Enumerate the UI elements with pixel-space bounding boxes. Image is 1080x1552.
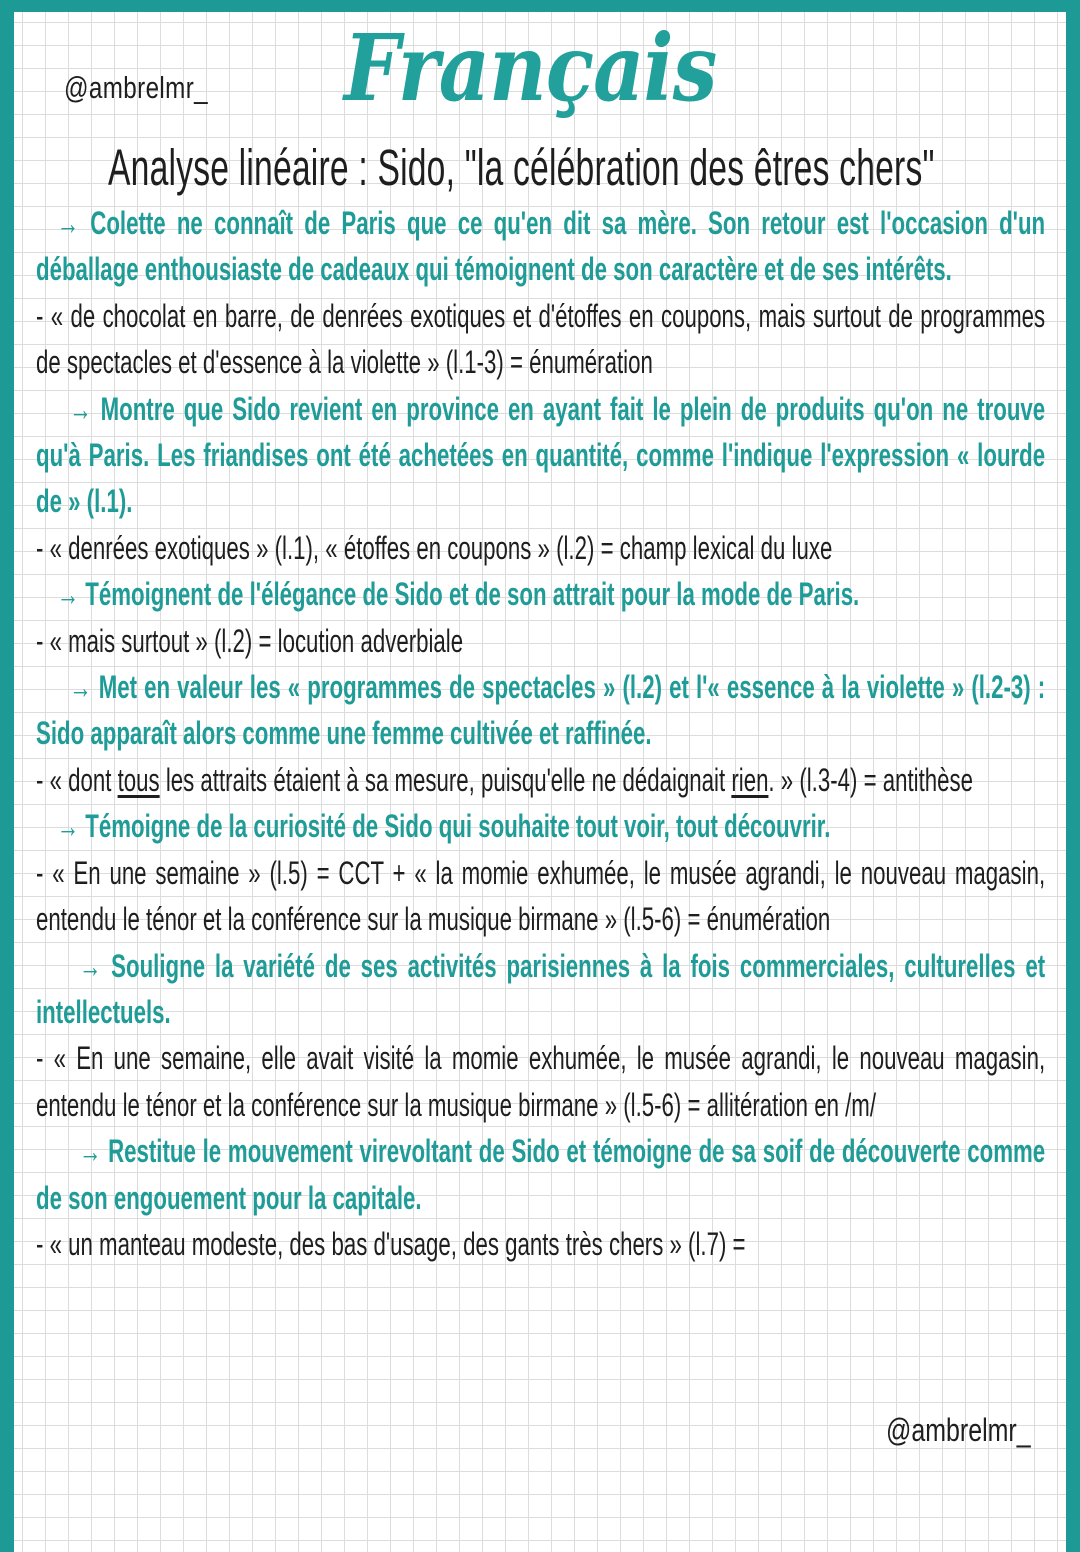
quote-segment: . » (l.3-4) = antithèse [768, 761, 974, 798]
notes-body [36, 200, 1045, 1267]
author-handle: @ambrelmr_ [64, 70, 209, 105]
analysis-paragraph: → Montre que Sido revient en province en ayant fait le plein de produits qu'on ne trouve qu'à Paris. Les friandises ont été achetées en quantité, comme l'indique l'expression « lourde de » (l.1). [36, 390, 1046, 520]
analysis-paragraph: → Restitue le mouvement virevoltant de Sido et témoigne de sa soif de découverte comme de son engouement pour la capitale. [36, 1133, 1046, 1216]
footer-handle: @ambrelmr_ [886, 1412, 1031, 1448]
analysis-paragraph: → Témoignent de l'élégance de Sido et de son attrait pour la mode de Paris. [56, 576, 860, 613]
quote-paragraph: - « un manteau modeste, des bas d'usage, des gants très chers » (l.7) = [36, 1225, 746, 1262]
quote-segment: - « dont [36, 761, 118, 798]
underlined-word: tous [117, 761, 160, 798]
quote-paragraph [36, 757, 1045, 803]
notebook-page [14, 12, 1066, 1552]
quote-paragraph: - « mais surtout » (l.2) = locution adverbiale [36, 622, 464, 659]
quote-segment: les attraits étaient à sa mesure, puisqu'elle ne dédaignait [159, 761, 732, 798]
page-title: Français [344, 14, 717, 122]
quote-paragraph: - « En une semaine, elle avait visité la momie exhumée, le musée agrandi, le nouveau magasin, entendu le ténor et la conférence sur la musique birmane » (l.5-6) = allitération en /m/ [36, 1040, 1046, 1123]
analysis-paragraph: → Met en valeur les « programmes de spectacles » (l.2) et l'« essence à la violette » (l.2-3) : Sido apparaît alors comme une femme cultivée et raffinée. [36, 669, 1046, 752]
quote-paragraph: - « En une semaine » (l.5) = CCT + « la momie exhumée, le musée agrandi, le nouveau magasin, entendu le ténor et la conférence sur la musique birmane » (l.5-6) = énumération [36, 854, 1046, 938]
analysis-paragraph: → Témoigne de la curiosité de Sido qui souhaite tout voir, tout découvrir. [56, 808, 831, 845]
analysis-paragraph: → Souligne la variété de ses activités parisiennes à la fois commerciales, culturelles et intellectuels. [36, 947, 1046, 1030]
quote-paragraph: - « denrées exotiques » (l.1), « étoffes en coupons » (l.2) = champ lexical du luxe [36, 529, 833, 566]
quote-paragraph: - « de chocolat en barre, de denrées exotiques et d'étoffes en coupons, mais surtout de programmes de spectacles et d'essence à la violette » (l.1-3) = énumération [36, 297, 1046, 381]
page-subtitle: Analyse linéaire : Sido, "la célébration des êtres chers" [108, 139, 935, 196]
analysis-paragraph: → Colette ne connaît de Paris que ce qu'en dit sa mère. Son retour est l'occasion d'un déballage enthousiaste de cadeaux qui témoignent de son caractère et de ses intérêts. [36, 205, 1046, 288]
underlined-word: rien [731, 761, 769, 798]
